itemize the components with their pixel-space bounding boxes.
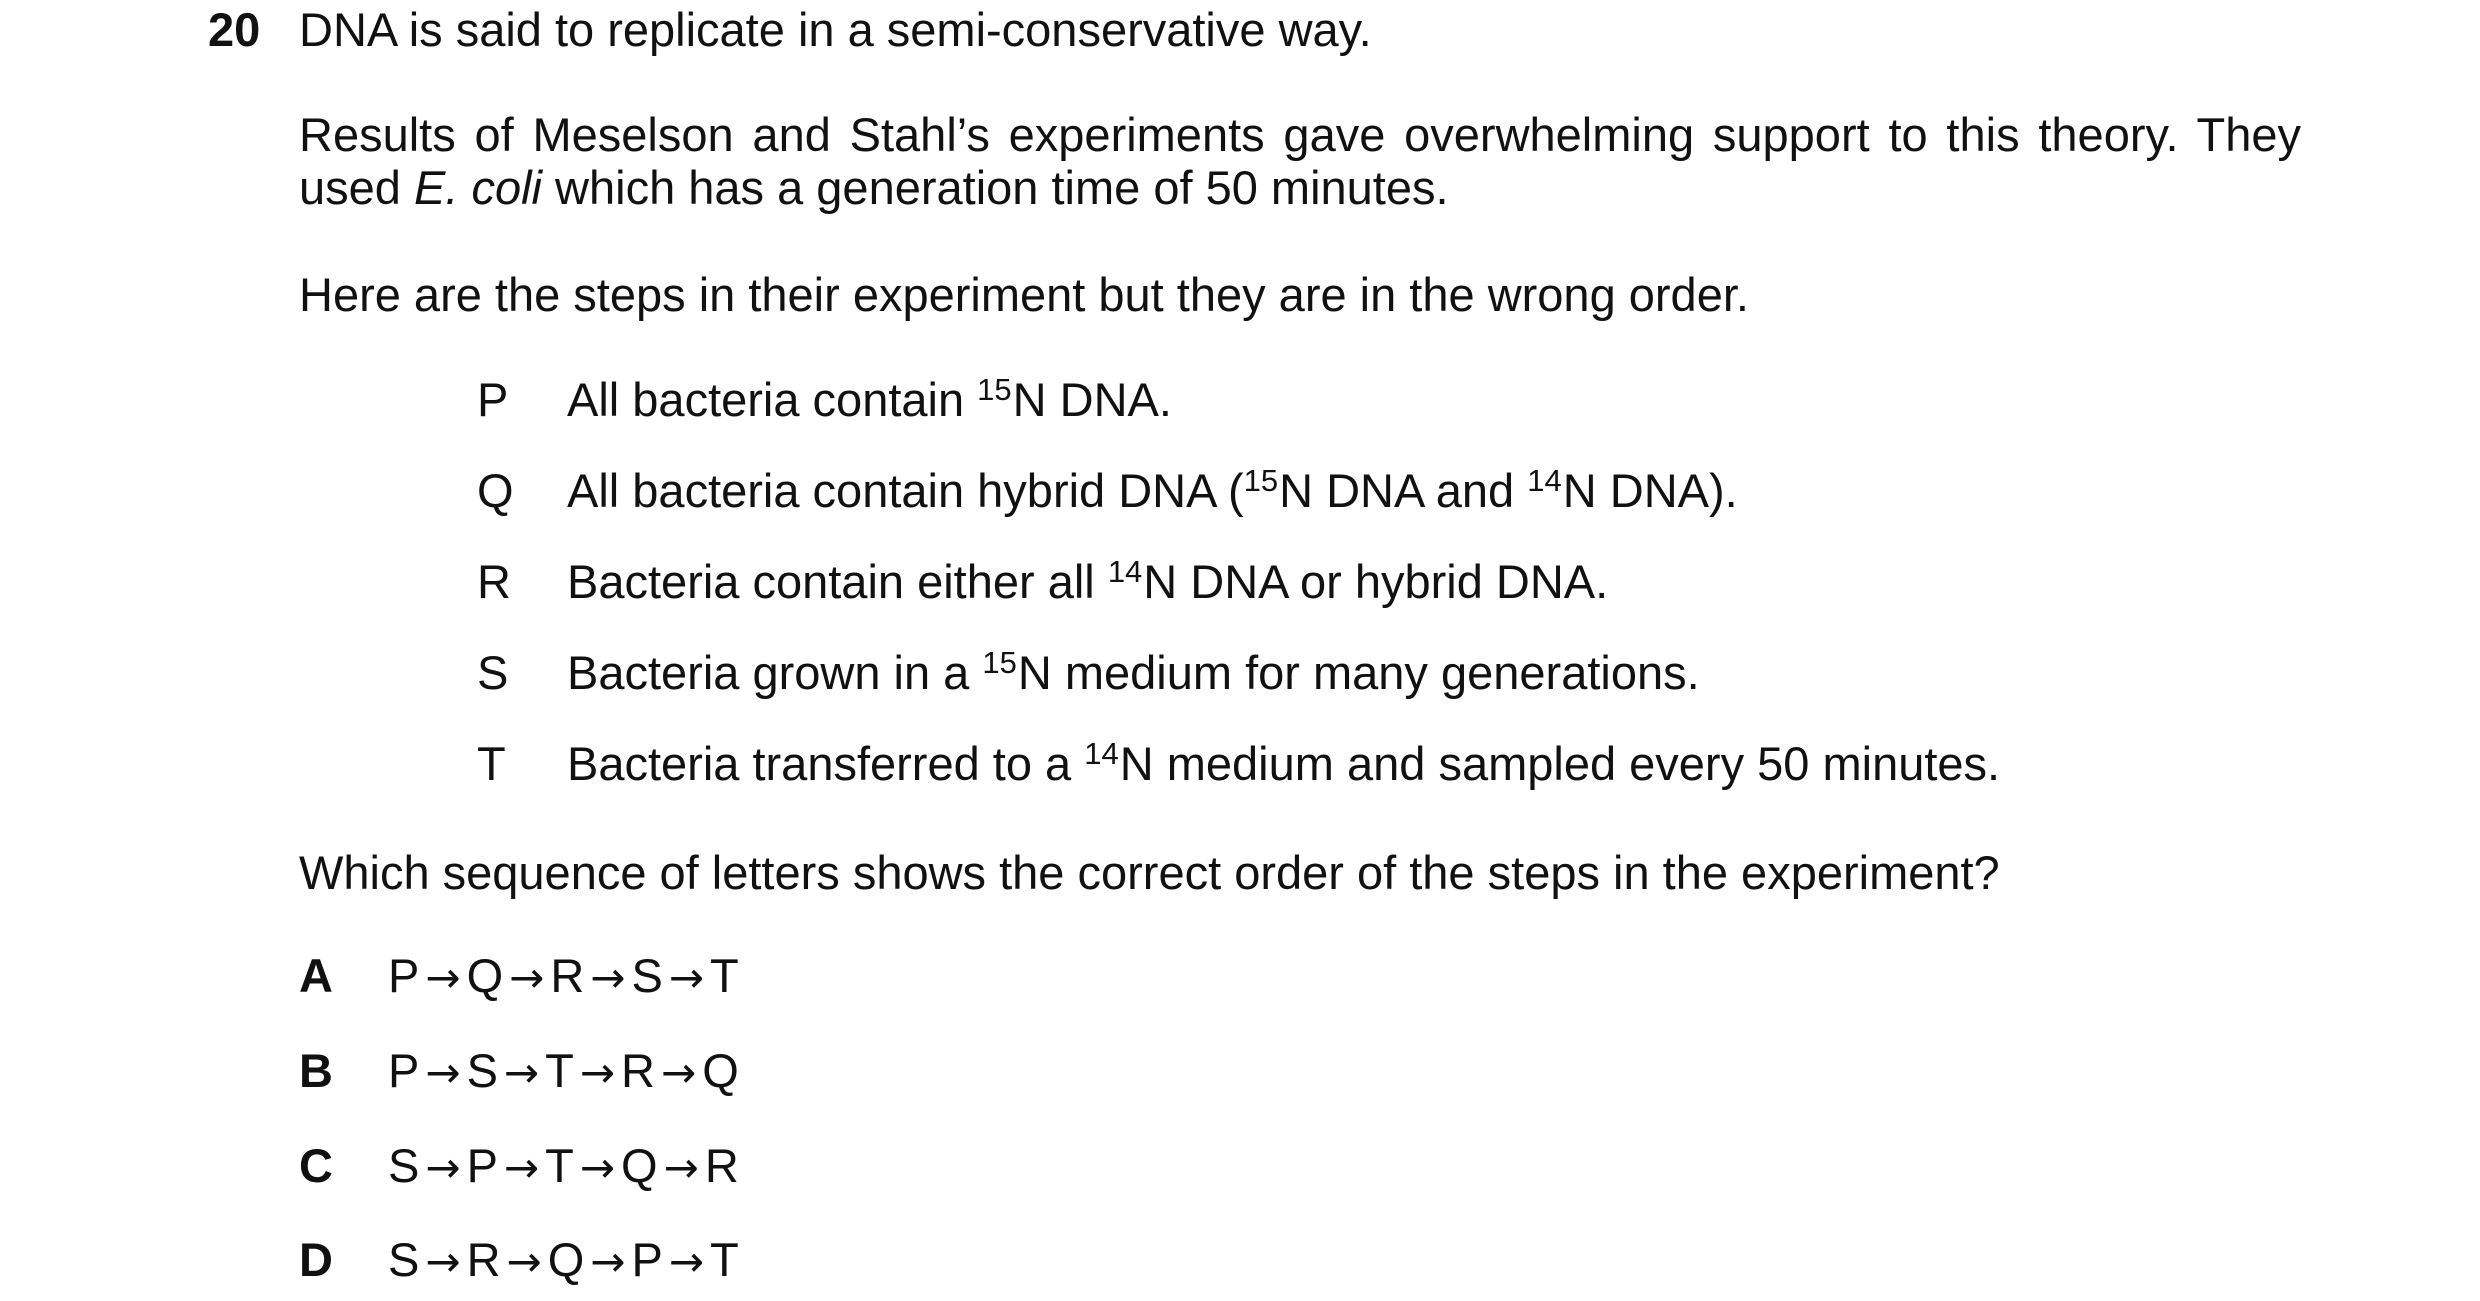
option-b-letter[interactable]: B — [299, 1044, 333, 1097]
isotope-superscript: 14 — [1107, 554, 1143, 589]
sequence-letter: R — [466, 1233, 501, 1286]
step-text-part: N DNA or hybrid DNA. — [1143, 555, 1609, 608]
sequence-letter: T — [545, 1044, 574, 1097]
step-letter: T — [477, 737, 506, 790]
step-letter: R — [477, 555, 511, 608]
sequence-letter: R — [621, 1044, 655, 1097]
sequence-letter: R — [550, 949, 585, 1002]
right-arrow-icon: → — [503, 1143, 540, 1192]
right-arrow-icon: → — [506, 1237, 542, 1286]
right-arrow-icon: → — [425, 1237, 461, 1286]
step-text-part: Bacteria transferred to a — [567, 737, 1085, 790]
sequence-letter: P — [388, 949, 420, 1002]
step-letter: P — [477, 373, 509, 426]
right-arrow-icon: → — [579, 1143, 616, 1192]
step-text — [567, 736, 2001, 790]
step-text — [567, 372, 1172, 426]
step-text-part: N DNA. — [1012, 373, 1172, 426]
option-c-sequence[interactable] — [388, 1139, 739, 1192]
sequence-letter: Q — [466, 949, 504, 1002]
option-a-sequence[interactable] — [388, 949, 739, 1002]
right-arrow-icon: → — [509, 953, 545, 1002]
isotope-superscript: 15 — [1243, 463, 1279, 498]
isotope-superscript: 15 — [982, 645, 1017, 680]
sequence-letter: T — [545, 1139, 574, 1192]
option-a-letter[interactable]: A — [299, 949, 333, 1002]
sequence-letter: S — [388, 1233, 420, 1286]
steps-intro: Here are the steps in their experiment but they are in the wrong order. — [299, 268, 1749, 321]
isotope-superscript: 14 — [1527, 463, 1562, 498]
right-arrow-icon: → — [668, 1237, 705, 1286]
sequence-letter: P — [631, 1233, 663, 1286]
step-text — [567, 463, 1738, 517]
sequence-letter: T — [710, 949, 739, 1002]
option-c-letter[interactable]: C — [299, 1139, 333, 1192]
step-text-part: All bacteria contain — [567, 373, 978, 426]
sequence-letter: Q — [702, 1044, 739, 1097]
step-text-part: N medium for many generations. — [1017, 646, 1700, 699]
right-arrow-icon: → — [503, 1048, 540, 1097]
option-b-sequence[interactable] — [388, 1044, 739, 1097]
sequence-letter: Q — [621, 1139, 658, 1192]
right-arrow-icon: → — [425, 1048, 461, 1097]
sequence-letter: T — [710, 1233, 739, 1286]
sequence-letter: P — [388, 1044, 420, 1097]
step-text-part: N medium and sampled every 50 minutes. — [1119, 737, 2001, 790]
sequence-letter: S — [388, 1139, 420, 1192]
right-arrow-icon: → — [590, 953, 626, 1002]
sequence-letter: S — [631, 949, 663, 1002]
right-arrow-icon: → — [661, 1048, 697, 1097]
option-d-sequence[interactable] — [388, 1233, 739, 1286]
isotope-superscript: 14 — [1084, 736, 1119, 771]
step-text-part: Bacteria contain either all — [567, 555, 1108, 608]
context-paragraph-line-1: Results of Meselson and Stahl’s experiments gave overwhelming support to this theory. They — [299, 108, 2301, 161]
step-text-part: Bacteria grown in a — [567, 646, 983, 699]
sequence-letter: R — [704, 1139, 739, 1192]
sequence-letter: Q — [547, 1233, 585, 1286]
right-arrow-icon: → — [590, 1237, 626, 1286]
right-arrow-icon: → — [668, 953, 705, 1002]
step-text — [567, 554, 1609, 608]
right-arrow-icon: → — [425, 1143, 461, 1192]
step-text-part: N DNA). — [1562, 464, 1738, 517]
question-number: 20 — [208, 3, 261, 56]
step-text-part: N DNA and — [1279, 464, 1528, 517]
step-text — [567, 645, 1700, 699]
sequence-letter: S — [466, 1044, 498, 1097]
step-letter: Q — [477, 464, 514, 517]
right-arrow-icon: → — [663, 1143, 699, 1192]
step-letter: S — [477, 646, 509, 699]
context-text: used — [299, 161, 414, 214]
isotope-superscript: 15 — [977, 372, 1012, 407]
context-paragraph-line-2 — [299, 161, 1449, 214]
option-d-letter[interactable]: D — [299, 1233, 333, 1286]
organism-name: E. coli — [413, 161, 542, 214]
sequence-letter: P — [466, 1139, 498, 1192]
step-text-part: All bacteria contain hybrid DNA ( — [567, 464, 1244, 517]
question-prompt: Which sequence of letters shows the correct order of the steps in the experiment? — [299, 846, 2000, 899]
right-arrow-icon: → — [579, 1048, 616, 1097]
right-arrow-icon: → — [425, 953, 461, 1002]
context-text: which has a generation time of 50 minutes. — [541, 161, 1449, 214]
question-stem: DNA is said to replicate in a semi-conservative way. — [299, 3, 1372, 56]
